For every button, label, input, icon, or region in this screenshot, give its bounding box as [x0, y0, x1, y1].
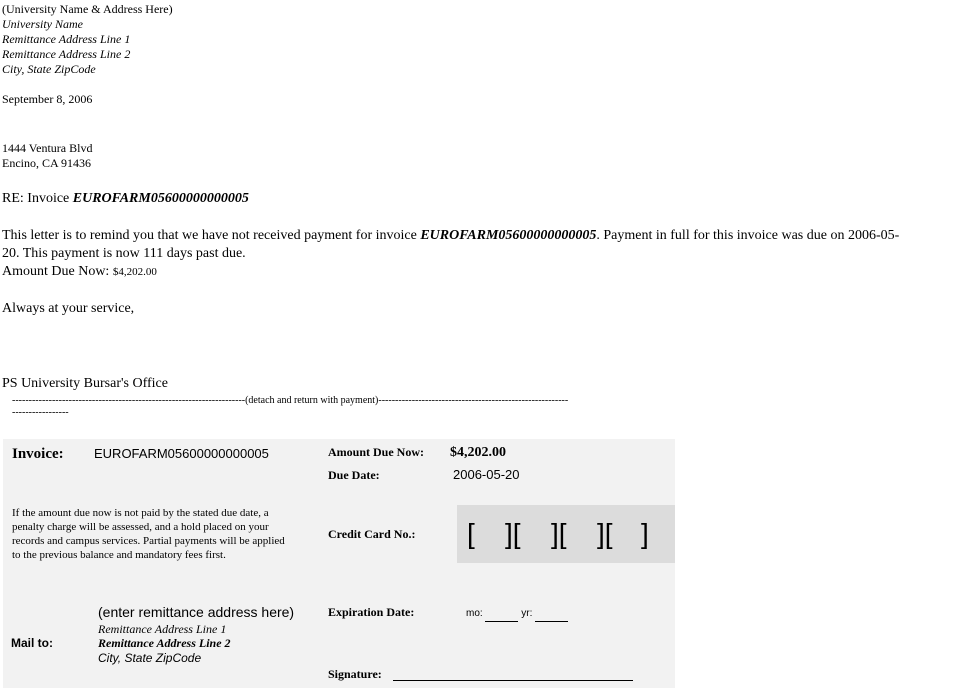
- re-prefix: RE: Invoice: [2, 191, 73, 206]
- re-line: [2, 190, 249, 207]
- exp-month-input[interactable]: [485, 607, 518, 622]
- exp-year-input[interactable]: [535, 607, 568, 622]
- cc-label: Credit Card No.:: [328, 527, 416, 541]
- detach-line-2: -----------------: [12, 407, 69, 418]
- cc-bracket: ][: [505, 518, 521, 549]
- remittance-slip: [3, 439, 675, 688]
- exp-month-label: mo:: [466, 608, 483, 619]
- re-invoice-id: EUROFARM05600000000005: [72, 191, 249, 206]
- amount-due-value: $4,202.00: [112, 266, 157, 278]
- penalty-text-line-1: If the amount due now is not paid by the stated due date, a: [12, 507, 269, 519]
- closing: Always at your service,: [2, 301, 135, 316]
- slip-due-value: 2006-05-20: [453, 467, 520, 482]
- detach-line-1: ----------------------------------------------------------------------(detach and return with payment)---------------------------------------------------------: [12, 395, 569, 406]
- exp-year-label: yr:: [521, 608, 533, 619]
- amount-due-label: Amount Due Now:: [2, 264, 110, 279]
- cc-bracket: ][: [551, 518, 567, 549]
- remit-line-2: Remittance Address Line 2: [98, 636, 231, 650]
- recipient-address-line-1: 1444 Ventura Blvd: [2, 141, 93, 155]
- return-address-line-1: University Name: [2, 17, 83, 31]
- remit-line-3: City, State ZipCode: [98, 651, 202, 665]
- body-invoice-id: EUROFARM05600000000005: [420, 228, 597, 243]
- signature-text: PS University Bursar's Office: [2, 376, 168, 391]
- cc-bracket: ]: [641, 518, 649, 549]
- return-address-line-2: Remittance Address Line 1: [2, 32, 131, 46]
- slip-due-label: Due Date:: [328, 468, 380, 482]
- return-address-line-3: Remittance Address Line 2: [2, 47, 131, 61]
- mail-to-label: Mail to:: [11, 636, 53, 650]
- cc-bracket: ][: [597, 518, 613, 549]
- penalty-text-line-3: records and campus services. Partial payments will be applied: [12, 535, 285, 547]
- slip-invoice-label: Invoice:: [12, 446, 64, 462]
- penalty-text-line-4: to the previous balance and mandatory fees first.: [12, 549, 226, 561]
- credit-card-field[interactable]: [457, 505, 675, 563]
- penalty-text-line-2: penalty charge will be assessed, and a hold placed on your: [12, 521, 269, 533]
- header-note: (University Name & Address Here): [2, 2, 173, 16]
- slip-amount-label: Amount Due Now:: [328, 445, 424, 459]
- recipient-address-line-2: Encino, CA 91436: [2, 156, 91, 170]
- amount-due-line: [2, 263, 157, 281]
- body-part-1: This letter is to remind you that we have not received payment for invoice: [2, 228, 421, 243]
- expiration-label: Expiration Date:: [328, 605, 415, 619]
- body-line-2: 20. This payment is now 111 days past due.: [2, 246, 246, 261]
- remit-note: (enter remittance address here): [98, 604, 295, 620]
- return-address-line-4: City, State ZipCode: [2, 62, 96, 76]
- remit-line-1: Remittance Address Line 1: [98, 622, 227, 636]
- signature-line[interactable]: [393, 680, 633, 681]
- expiration-fields: [466, 607, 568, 622]
- body-line-1: [2, 227, 899, 244]
- letter-date: September 8, 2006: [2, 92, 93, 106]
- signature-label: Signature:: [328, 667, 382, 681]
- slip-invoice-id: EUROFARM05600000000005: [94, 446, 269, 461]
- slip-amount-value: $4,202.00: [450, 445, 506, 460]
- cc-bracket: [: [467, 518, 475, 549]
- body-part-2: . Payment in full for this invoice was due on 2006-05-: [596, 228, 900, 243]
